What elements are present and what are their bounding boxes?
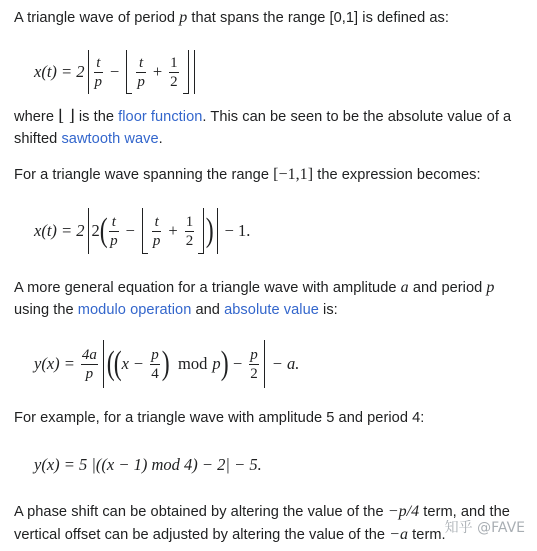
frac-num: t: [96, 54, 101, 71]
abs-bar-left: [103, 340, 104, 388]
intro-paragraph: [14, 7, 529, 30]
var-x: x: [121, 354, 129, 373]
floor-left: [126, 50, 132, 94]
range-text: For a triangle wave spanning the range: [14, 167, 274, 183]
intro-text-end: that spans the range [0,1] is defined as:: [187, 10, 449, 26]
frac-t-over-p-2: [152, 213, 162, 250]
minus-sign: −: [133, 354, 144, 373]
var-p: p: [179, 9, 188, 26]
plus-sign: +: [152, 62, 163, 81]
floor-right: [198, 208, 204, 254]
frac-p-over-2: $\frac{p}{2}$: [250, 346, 258, 382]
range-paragraph: [14, 164, 529, 187]
intro-text: A triangle wave of period: [14, 10, 180, 26]
var-a: a: [400, 279, 409, 296]
frac-den: p: [85, 365, 94, 382]
general-text-5: is:: [318, 301, 338, 318]
equation-2: [34, 208, 250, 254]
mod-operator: mod: [178, 354, 208, 373]
phase-text-2: term, and the vertical offset can be adjusted by altering the value of the: [14, 504, 510, 543]
frac-one-half: [169, 54, 179, 91]
minus-sign: −: [125, 221, 135, 240]
abs-bar-left: [88, 208, 89, 254]
frac-t-over-p: [94, 54, 104, 91]
eq2-coef: 2: [91, 221, 100, 240]
frac-num: 1: [185, 213, 194, 230]
frac-den: p: [94, 73, 103, 90]
eq1-lhs: x(t) = 2: [34, 62, 85, 81]
where-text: where: [14, 109, 59, 125]
watermark: 知乎 @FAVE: [444, 520, 525, 536]
floor-symbol: ⌊ ⌋: [58, 108, 75, 125]
equation-1: [34, 50, 198, 94]
paren-close-inner: ): [161, 345, 170, 382]
equation-4: [34, 452, 262, 478]
abs-bar-right: [217, 208, 218, 254]
example-text: For example, for a triangle wave with amplitude 5 and period 4:: [14, 410, 425, 426]
eq3-tail: − a.: [271, 354, 300, 373]
frac-num: t: [154, 213, 159, 230]
general-text-4: and: [191, 301, 225, 318]
sawtooth-wave-link[interactable]: sawtooth wave: [61, 130, 159, 147]
frac-den: p: [152, 232, 161, 249]
where-text-3: . This can be seen to be the absolute value of a shifted: [14, 109, 512, 147]
paren-open: (: [99, 212, 108, 249]
frac-t-over-p: [109, 213, 119, 250]
general-text-3: using the: [14, 301, 78, 318]
frac-num: t: [111, 213, 116, 230]
where-paragraph: [14, 106, 529, 150]
eq2-tail: − 1.: [224, 221, 251, 240]
absolute-value-link[interactable]: absolute value: [224, 301, 319, 318]
phase-text-3: term.: [408, 526, 446, 543]
plus-sign: +: [168, 221, 178, 240]
floor-right: [183, 50, 189, 94]
equation-3: [34, 340, 299, 388]
general-paragraph: [14, 277, 529, 321]
eq3-lhs: y(x) =: [34, 354, 75, 373]
paren-open-inner: (: [113, 345, 122, 382]
frac-den: 2: [185, 232, 194, 249]
general-text: A more general equation for a triangle wave with amplitude: [14, 280, 401, 296]
range-text-end: the expression becomes:: [313, 167, 481, 183]
term-p-over-4: −p/4: [387, 503, 420, 520]
frac-num: p: [151, 346, 159, 363]
term-a: −a: [389, 525, 409, 543]
example-paragraph: [14, 408, 529, 430]
range-value: [−1,1]: [273, 166, 314, 183]
abs-bar-right: [194, 50, 195, 94]
minus-sign: −: [232, 354, 243, 373]
abs-bar-left: [88, 50, 89, 94]
where-text-4: .: [158, 130, 163, 147]
var-p: p: [212, 354, 221, 373]
frac-num: 4a: [81, 346, 97, 363]
frac-t-over-p-2: [136, 54, 146, 91]
frac-den: 2: [170, 73, 178, 90]
frac-num: 1: [170, 54, 178, 71]
var-p: p: [486, 279, 495, 296]
frac-den: p: [137, 73, 145, 90]
frac-one-half: [185, 213, 195, 250]
modulo-operation-link[interactable]: modulo operation: [77, 301, 192, 318]
minus-sign: −: [110, 62, 120, 81]
general-text-2: and period: [408, 280, 487, 296]
floor-left: [142, 208, 148, 254]
frac-den: p: [110, 232, 118, 249]
paren-close: ): [205, 212, 214, 249]
abs-bar-right: [264, 340, 265, 388]
eq2-lhs: x(t) = 2: [34, 221, 85, 240]
frac-num: p: [250, 346, 258, 363]
where-text-2: is the: [74, 109, 119, 125]
frac-4a-over-p: [81, 346, 98, 383]
paren-open-outer: (: [106, 345, 115, 382]
frac-p-over-4: $\frac{p}{4}$: [151, 346, 159, 382]
floor-function-link[interactable]: floor function: [118, 109, 203, 125]
frac-num: t: [139, 54, 144, 71]
eq4-text: y(x) = 5 |((x − 1) mod 4) − 2| − 5.: [34, 455, 262, 474]
phase-text: A phase shift can be obtained by altering the value of the: [14, 504, 388, 520]
paren-close-outer: ): [220, 345, 229, 382]
